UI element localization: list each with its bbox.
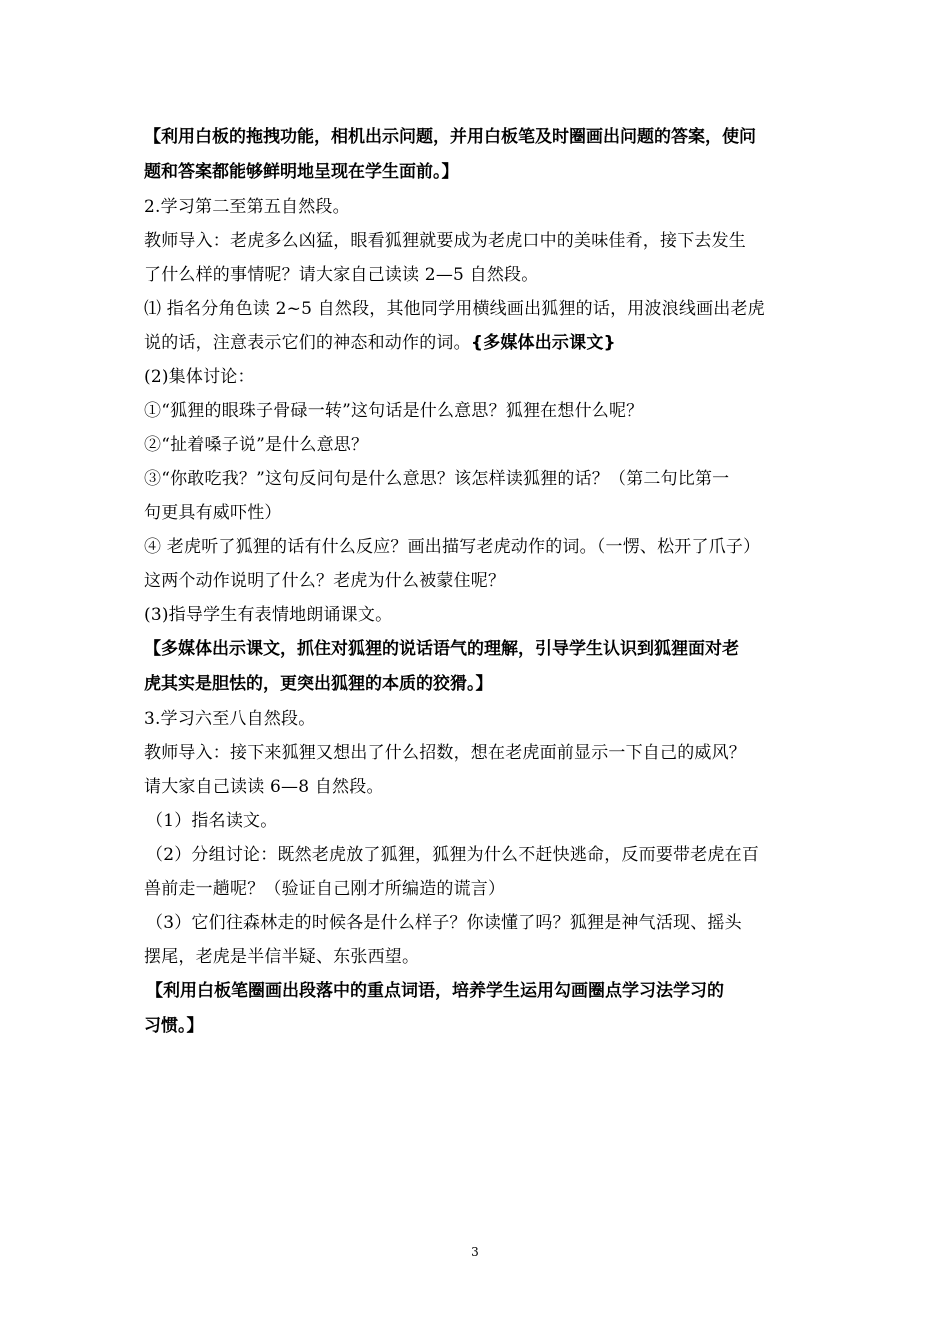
document-body [144,120,812,1044]
section-3-step-2-line-2: 兽前走一趟呢？（验证自己刚才所编造的谎言） [144,879,506,899]
section-3-step-3-line-2: 摆尾，老虎是半信半疑、东张西望。 [144,947,420,967]
step-1-line-2 [144,326,812,360]
step-2-heading: (2)集体讨论： [144,367,255,387]
whiteboard-note-1-line-1: 【利用白板的拖拽功能，相机出示问题，并用白板笔及时圈画出问题的答案，使问 [144,127,756,147]
whiteboard-note-3-line-1: 【利用白板笔圈画出段落中的重点词语，培养学生运用勾画圈点学习法学习的 [146,981,724,1001]
page-number: 3 [471,1245,479,1259]
section-2-intro-line-1: 教师导入：老虎多么凶猛，眼看狐狸就要成为老虎口中的美味佳肴，接下去发生 [144,231,746,251]
step-3: (3)指导学生有表情地朗诵课文。 [144,605,393,625]
section-3-intro-line-1: 教师导入：接下来狐狸又想出了什么招数，想在老虎面前显示一下自己的威风？ [144,743,746,763]
multimedia-note-2-line-1: 【多媒体出示课文，抓住对狐狸的说话语气的理解，引导学生认识到狐狸面对老 [144,639,739,659]
section-3-step-2-line-1: （2）分组讨论：既然老虎放了狐狸，狐狸为什么不赶快逃命，反而要带老虎在百 [146,845,760,865]
whiteboard-note-3-line-2: 习惯。】 [144,1016,204,1036]
step-1-line-1: ⑴ 指名分角色读 2~5 自然段，其他同学用横线画出狐狸的话，用波浪线画出老虎 [144,299,765,319]
section-3-step-1: （1）指名读文。 [146,811,278,831]
question-3-line-1: ③“你敢吃我？”这句反问句是什么意思？该怎样读狐狸的话？（第二句比第一 [144,469,730,489]
question-4-line-2: 这两个动作说明了什么？老虎为什么被蒙住呢？ [144,571,506,591]
section-3-intro-line-2: 请大家自己读读 6—8 自然段。 [144,777,384,797]
section-2-heading: 2.学习第二至第五自然段。 [144,197,350,217]
section-3-step-3-line-1: （3）它们往森林走的时候各是什么样子？你读懂了吗？狐狸是神气活现、摇头 [146,913,742,933]
section-3-heading: 3.学习六至八自然段。 [144,709,316,729]
step-1-line-2-text: 说的话，注意表示它们的神态和动作的词。 [144,333,471,353]
multimedia-note-2-line-2: 虎其实是胆怯的，更突出狐狸的本质的狡猾。】 [144,674,493,694]
question-2: ②“扯着嗓子说”是什么意思？ [144,435,369,455]
question-1: ①“狐狸的眼珠子骨碌一转”这句话是什么意思？狐狸在想什么呢？ [144,401,644,421]
question-3-line-2: 句更具有威吓性） [144,503,282,523]
question-4-line-1: ④ 老虎听了狐狸的话有什么反应？画出描写老虎动作的词。（一愣、松开了爪子） [144,537,761,557]
whiteboard-note-1-line-2: 题和答案都能够鲜明地呈现在学生面前。】 [144,162,459,182]
multimedia-note: {多媒体出示课文} [470,333,616,353]
section-2-intro-line-2: 了什么样的事情呢？请大家自己读读 2—5 自然段。 [144,265,539,285]
